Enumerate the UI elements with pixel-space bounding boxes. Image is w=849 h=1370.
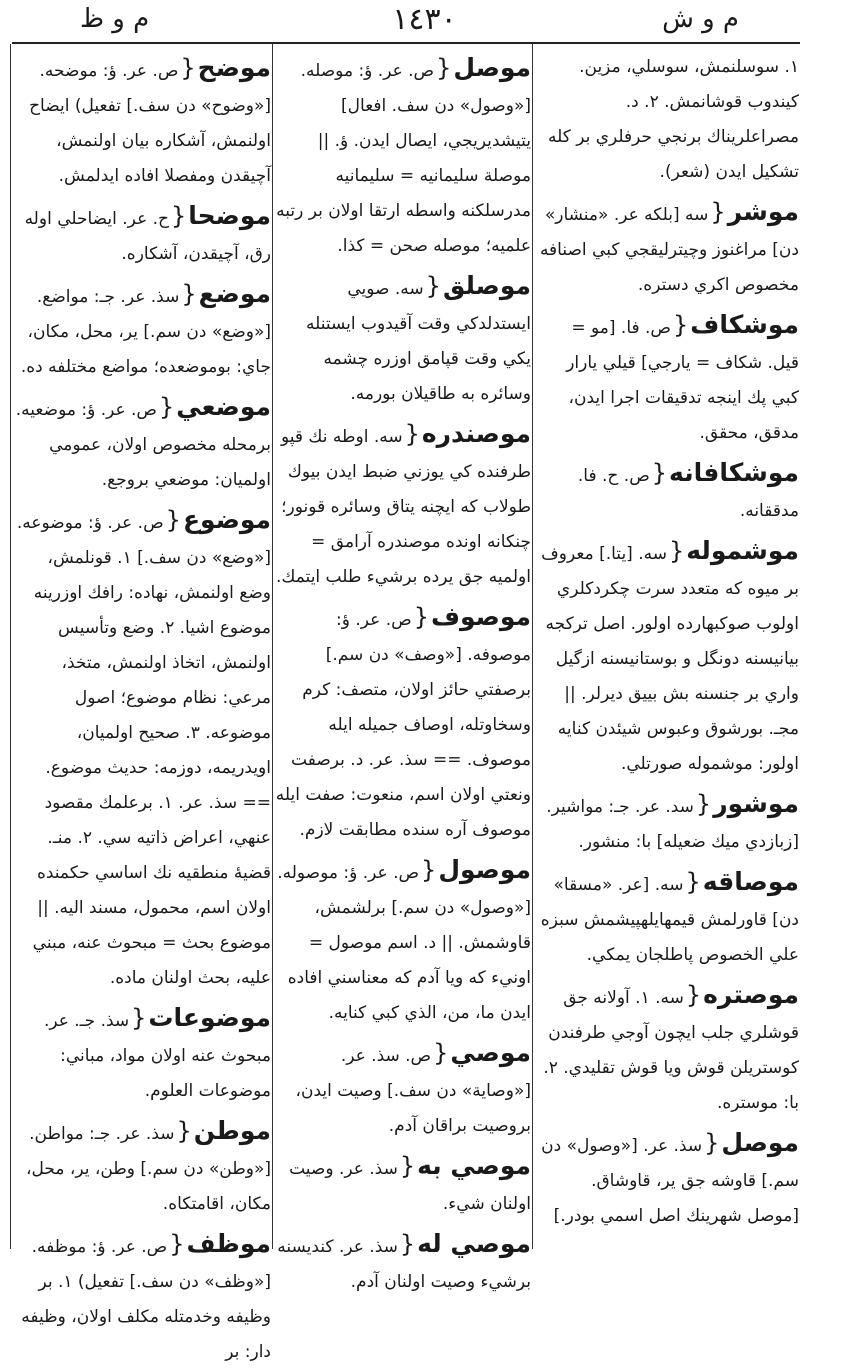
entry-definition: يكي وقت قپامق اوزره چشمه وسائره به طاقيلان بورمه. [323,349,531,404]
entry-headword: موضوعات [148,1003,271,1032]
entry-definition: چكردكلري اولوب صوكبهارده اولور. اصل تركجه بيانيسنه دونگل و بوستانيسنه ازگيل واري بر جنسنه بش بييق ديرلر. || مجـ. بورشوق وعبوس شيئدن كنايه اولور: موشموله صورتلي. [545,579,799,774]
column-middle [275,50,531,1292]
brace-glyph: { [436,54,452,82]
entry-headword: موصوف [430,602,531,631]
brace-glyph: { [695,790,712,818]
entry-grammar: سد. عر. جـ: مواشير. [زبازدي ميك ضعيله] [546,797,799,852]
entry-headword: موصاقه [702,867,799,896]
dictionary-entry [535,864,799,973]
brace-glyph: { [651,459,668,487]
entry-headword: موشور [713,789,799,818]
page-header [0,0,849,44]
entry-definition: تفعيل) ١. بر وظيفه وخدمتله مكلف اولان، وظيفه دار: بر [21,1272,271,1362]
brace-glyph: { [704,1129,720,1157]
brace-glyph: { [673,311,689,339]
entry-definition: وصيت ايدن، بروصيت براقان آدم. [295,1081,531,1136]
entry-definition: قيلي يارار كبي پك اينجه تدقيقات اجرا ايدن، مدقق، محقق. [566,353,799,443]
entry-definition: با: منشور. [578,832,652,852]
entry-headword: موشكاف [690,310,799,339]
dictionary-entry [275,852,531,1031]
entry-grammar: سه. [عر. «مسقا» دن] قاورلمش قيمهايلهپيشمش [553,875,799,930]
column-separator [532,44,533,1249]
brace-glyph: { [425,272,441,300]
entry-definition: آدم. [350,1272,379,1292]
entry-definition: برلشمش، قاوشمش. || د. اسم موصول = اونيء كه ويا آدم كه معناسني افاده ايدن ما، من، الذي كبي كنايه. [287,898,531,1023]
entry-grammar: ص. عر. ؤ: موصله. [«وصول» دن سف. افعال] [300,61,531,116]
dictionary-entry [535,533,799,782]
dictionary-entry [535,194,799,303]
column-separator [272,44,273,1249]
dictionary-entry [14,502,271,996]
entry-grammar: ص. عر. ؤ: موصوفه. [«وصف» دن سم.] [325,610,531,665]
entry-grammar: ص. سذ. عر. [«وصاية» دن سف.] [340,1046,531,1101]
header-right-letters: م و ش [662,4,739,34]
entry-grammar: سه. اوطه نك قپو طرفنده كي يوزني [280,427,531,482]
entry-headword: موصل [453,53,531,82]
entry-headword: موشكافانه [669,458,799,487]
entry-definition: يتيشديريجي، ايصال ايدن. ؤ. || موصلة سليمانيه = سليمانيه مدرسلكنه واسطه ارتقا اولان بر رتبه علميه؛ موصله صحن = كذا. [276,131,531,256]
entry-definition: تفعيل) ايضاح اولنمش، آشكاره بيان اولنمش، آچيقدن ومفصلا افاده ايدلمش. [29,96,271,186]
column-right [535,50,799,1250]
dictionary-entry [14,1226,271,1370]
entry-headword: موشموله [686,536,799,565]
entry-headword: موصل [721,1128,799,1157]
entry-headword: موضع [198,279,271,308]
page-number: ١٤٣٠ [392,2,457,37]
column-left [14,50,271,1362]
entry-grammar: سذ. جـ. عر. مبحوث عنه اولان [43,1011,271,1066]
dictionary-entry [275,416,531,595]
entry-headword: موضح [197,53,271,82]
brace-glyph: { [685,868,701,896]
brace-glyph: { [710,198,726,226]
column-separator [10,44,11,1249]
dictionary-entry [275,1035,531,1144]
brace-glyph: { [180,54,196,82]
brace-glyph: { [165,506,181,534]
header-left-letters: م و ظ [80,4,150,34]
dictionary-entry [535,977,799,1121]
entry-definition: محل، مكان، جاي: بوموضعده؛ مواضع مختلفه ده. [20,322,271,377]
entry-definition: ١. سوسلنمش، سوسلي، مزين. كيندوب قوشانمش. ٢. د. مصراعلريناك برنجي حرفلري بر كله تشكيل ايدن (شعر). [547,57,799,182]
dictionary-entry [14,50,271,194]
entry-grammar: سه [بلكه عر. «منشار» دن] مراغنوز وچيترليقجي [544,205,799,260]
dictionary-entry [275,268,531,412]
entry-definition: عمومي اولميان: موضعي بروجع. [49,435,271,490]
entry-definition: برصفتي حائز اولان، متصف: كرم وسخاوتله، اوصاف جميله ايله موصوف. == سذ. عر. د. برصفت ونعتي اولان اسم، منعوت: صفت ايله موصوف آره سنده مطابقت لازم. [275,680,531,840]
brace-glyph: { [399,1152,416,1180]
header-rule [12,42,800,44]
entry-grammar: سذ. عر. كنديسنه برشيء وصيت اولنان [277,1237,531,1292]
entry-grammar: سه. صويي ايستدلدكي وقت آقيدوب ايستنله [305,279,531,334]
entry-grammar: سذ. عر. وصيت اولنان شيء. [289,1159,531,1214]
brace-glyph: { [404,420,420,448]
entry-headword: موضحا [188,201,271,230]
dictionary-entry [275,1148,531,1222]
dictionary-entry [14,389,271,498]
dictionary-entry [14,198,271,272]
entry-headword: موصتره [703,980,799,1009]
entry-grammar: سذ. عر. جـ: مواضع. [«وضع» دن سم.] ير، [36,287,271,342]
entry-grammar: سه. [يتا.] معروف بر ميوه كه متعدد سرت [541,544,799,599]
brace-glyph: { [159,393,175,421]
entry-headword: موطن [193,1116,271,1145]
entry-definition: قاوشاق. [موصل شهرينك اصل اسمي بودر.] [553,1171,799,1226]
entry-definition: ير، محل، مكان، اقامتكاه. [25,1159,271,1214]
dictionary-entry [535,307,799,451]
entry-grammar: سه. ١. آولانه جق قوشلري جلب ايچون [563,988,799,1043]
entry-headword: موظف [186,1229,271,1258]
entry-grammar: ص. ح. فا. مدققانه. [577,466,799,521]
entry-headword: موصي له [417,1229,531,1258]
dictionary-entry [14,276,271,385]
dictionary-entry [535,1125,799,1234]
entry-headword: موضوع [182,505,271,534]
dictionary-entry [275,1226,531,1300]
entry-headword: موصندره [421,419,531,448]
brace-glyph: { [169,1230,185,1258]
entry-grammar: ص. عر. ؤ: موظفه. [«وظف» دن سف.] [31,1237,271,1292]
brace-glyph: { [421,856,437,884]
dictionary-entry [275,599,531,848]
entry-grammar: ح. عر. ايضاحلي اوله رق، آچيقدن، آشكاره. [24,209,271,264]
entry-grammar: ص. عر. ؤ: موضحه. [«وضوح» دن سف.] [39,61,271,116]
dictionary-entry [275,50,531,264]
dictionary-entry [535,786,799,860]
entry-grammar: ص. عر. ؤ: موضعيه. برمحله مخصوص اولان، [15,400,271,455]
entry-grammar: سذ. عر. جـ: مواطن. [«وطن» دن سم.] وطن، [29,1124,271,1179]
brace-glyph: { [433,1039,449,1067]
brace-glyph: { [413,603,429,631]
brace-glyph: { [668,537,685,565]
dictionary-entry [14,1113,271,1222]
brace-glyph: { [685,981,702,1009]
entry-definition: آوجي طرفندن كوستريلن قوش ويا قوش تقليدي. ٢. با: موستره. [543,1023,799,1113]
entry-definition: مواد، مباني: موضوعات العلوم. [60,1046,271,1101]
entry-headword: موصول [438,855,531,884]
brace-glyph: { [176,1117,192,1145]
entry-definition: كبي اصنافه مخصوص اكري دستره. [539,240,799,295]
brace-glyph: { [181,280,197,308]
entry-headword: موصلق [442,271,531,300]
dictionary-entry [14,1000,271,1109]
entry-definition: ضبط ايدن بيوك طولاب كه ايچنه يتاق وسائره قونور؛ چنكانه اونده موصندره آرامق = اولميه جق يرده برشيء طلب ايتمك. [276,462,531,587]
brace-glyph: { [131,1004,147,1032]
entry-grammar: ص. فا. [مو = قيل. شكاف = يارجي] [571,318,799,373]
entry-definition: سبزه علي الخصوص پاطلجان يمكي. [540,910,799,965]
entry-grammar: سذ. عر. [«وصول» دن سم.] قاوشه جق ير، [541,1136,799,1191]
entry-headword: موصي [450,1038,531,1067]
entry-definition: قونلمش، وضع اولنمش، نهاده: رافك اوزرينه موضوع اشيا. ٢. وضع وتأسيس اولنمش، اتخاذ اولنمش، متخذ، مرعي: نظام موضوع؛ اصول موضوعه. ٣. صحيح اولميان، اويدريمه، دوزمه: حديث موضوع. == سذ. عر. ١. برعلمك مقصود عنهي، اعراض ذاتيه سي. ٢. منـ. قضيهٔ منطقيه نك اساسي حكمنده اولان اسم، محمول، مسند اليه. || موضوع بحث = مبحوث عنه، مبني عليه، بحث اولنان ماده. [32,548,271,988]
entry-grammar: ص. عر. ؤ: موصوله. [«وصول» دن سم.] [277,863,531,918]
dictionary-entry [535,50,799,190]
dictionary-entry [535,455,799,529]
brace-glyph: { [171,202,187,230]
entry-headword: موصي به [417,1151,531,1180]
entry-headword: موشر [727,197,799,226]
entry-grammar: ص. عر. ؤ: موضوعه. [«وضع» دن سف.] ١. [16,513,271,568]
brace-glyph: { [399,1230,416,1258]
entry-headword: موضعي [176,392,271,421]
